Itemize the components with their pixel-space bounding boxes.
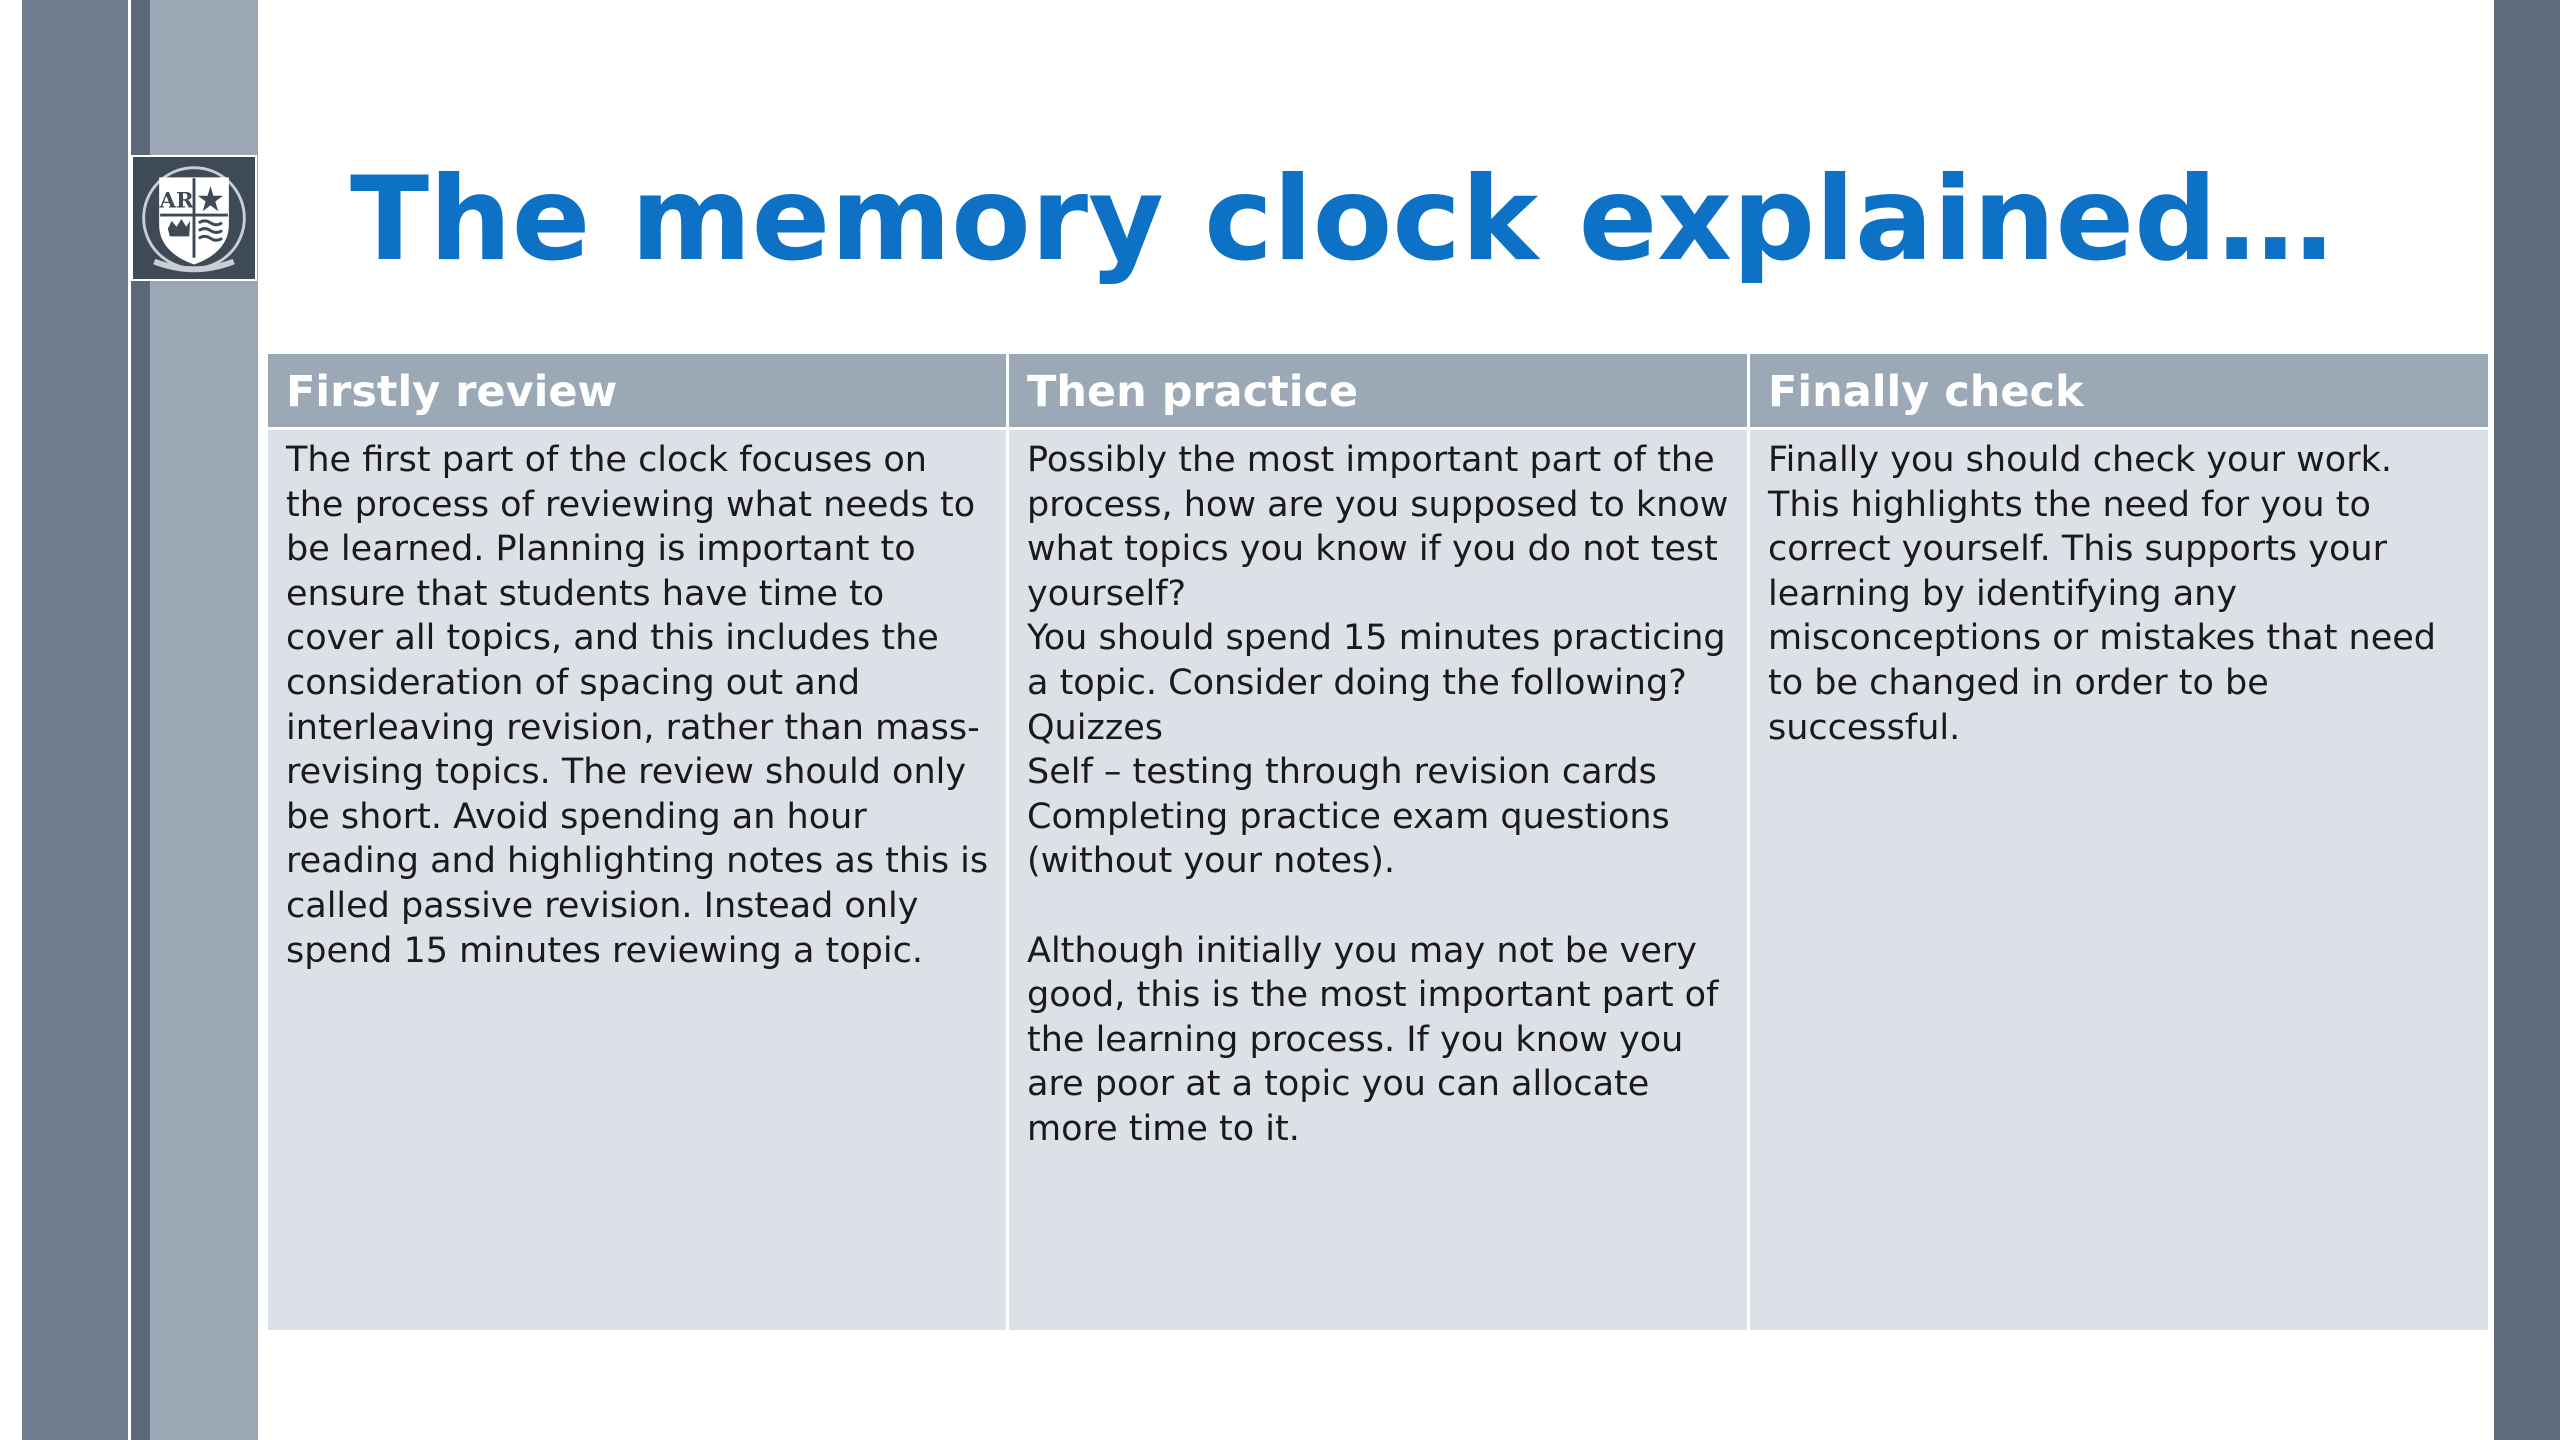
practice-cell [1009, 430, 1747, 1330]
practice-blank-line [1027, 884, 1731, 929]
practice-paragraph-closing: Although initially you may not be very good, this is the most important part of the learning process. If you know you are poor at a topic you can allocate more time to it. [1027, 930, 1719, 1149]
practice-paragraph-time: You should spend 15 minutes practicing a topic. Consider doing the following? [1027, 618, 1726, 703]
svg-text:AR: AR [159, 188, 194, 214]
left-decorative-band [22, 0, 128, 1440]
practice-item-exam-questions: Completing practice exam questions (without your notes). [1027, 796, 1670, 882]
memory-clock-table [268, 354, 2488, 1330]
review-paragraph: The first part of the clock focuses on the process of reviewing what needs to be learned. Planning is important to ensure that students have time to cover all topics, and this includes the consideration of spacing out and interleaving revision, rather than mass-revising topics. The review should only be short. Avoid spending an hour reading and highlighting notes as this is called passive revision. Instead only spend 15 minutes reviewing a topic. [286, 440, 989, 971]
check-cell [1750, 430, 2488, 1330]
practice-item-self-testing: Self – testing through revision cards [1027, 752, 1657, 793]
check-paragraph: Finally you should check your work. This highlights the need for you to correct yourself. This supports your learning by identifying any misconceptions or mistakes that need to be changed in order to be successful. [1768, 440, 2437, 748]
review-cell [268, 430, 1006, 1330]
crest-shield-icon [133, 157, 255, 279]
right-decorative-band [2494, 0, 2560, 1440]
slide-title: The memory clock explained… [350, 152, 2334, 287]
school-crest-logo [131, 155, 257, 281]
column-header-check: Finally check [1750, 354, 2488, 430]
column-header-practice: Then practice [1009, 354, 1747, 430]
practice-paragraph-intro: Possibly the most important part of the process, how are you supposed to know what topics you know if you do not test yourself? [1027, 440, 1729, 614]
column-header-review: Firstly review [268, 354, 1006, 430]
practice-item-quizzes: Quizzes [1027, 707, 1163, 748]
